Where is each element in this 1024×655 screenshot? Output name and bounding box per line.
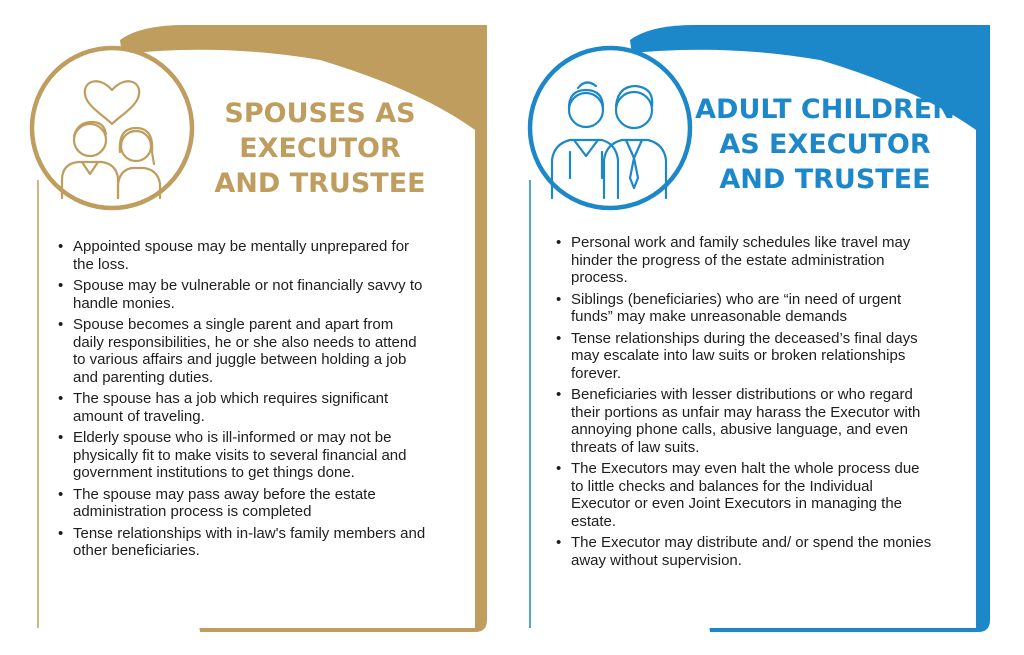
list-item: • The Executor may distribute and/ or spend the monies away without supervision.	[556, 534, 936, 569]
list-item: • Siblings (beneficiaries) who are “in need of urgent funds” may make unreasonable demands	[556, 291, 936, 326]
adult-children-title: ADULT CHILDREN AS EXECUTOR AND TRUSTEE	[695, 94, 955, 195]
adult-children-icon	[530, 48, 690, 208]
list-item: • Appointed spouse may be mentally unprepared for the loss.	[58, 238, 428, 273]
list-item: • Personal work and family schedules like travel may hinder the progress of the estate administration process.	[556, 234, 936, 287]
adult-children-points-list	[556, 234, 936, 573]
adult-children-card	[510, 0, 1024, 655]
list-item: • The Executors may even halt the whole process due to little checks and balances for the Individual Executor or even Joint Executors in managing the estate.	[556, 460, 936, 530]
list-item: • Elderly spouse who is ill-informed or may not be physically fit to make visits to several financial and government institutions to get things done.	[58, 429, 428, 482]
list-item: • Tense relationships with in-law's family members and other beneficiaries.	[58, 525, 428, 560]
list-item: • The spouse may pass away before the estate administration process is completed	[58, 486, 428, 521]
list-item: • Beneficiaries with lesser distributions or who regard their portions as unfair may harass the Executor with annoying phone calls, abusive language, and even threats of law suits.	[556, 386, 936, 456]
spouses-card	[0, 0, 510, 655]
spouses-title: SPOUSES AS EXECUTOR AND TRUSTEE	[214, 98, 426, 199]
list-item: • The spouse has a job which requires significant amount of traveling.	[58, 390, 428, 425]
list-item: • Spouse becomes a single parent and apart from daily responsibilities, he or she also needs to attend to various affairs and juggle between holding a job and parenting duties.	[58, 316, 428, 386]
spouses-points-list	[58, 238, 428, 564]
couple-with-heart-icon	[32, 48, 192, 208]
list-item: • Tense relationships during the deceased’s final days may escalate into law suits or broken relationships forever.	[556, 330, 936, 383]
list-item: • Spouse may be vulnerable or not financially savvy to handle monies.	[58, 277, 428, 312]
